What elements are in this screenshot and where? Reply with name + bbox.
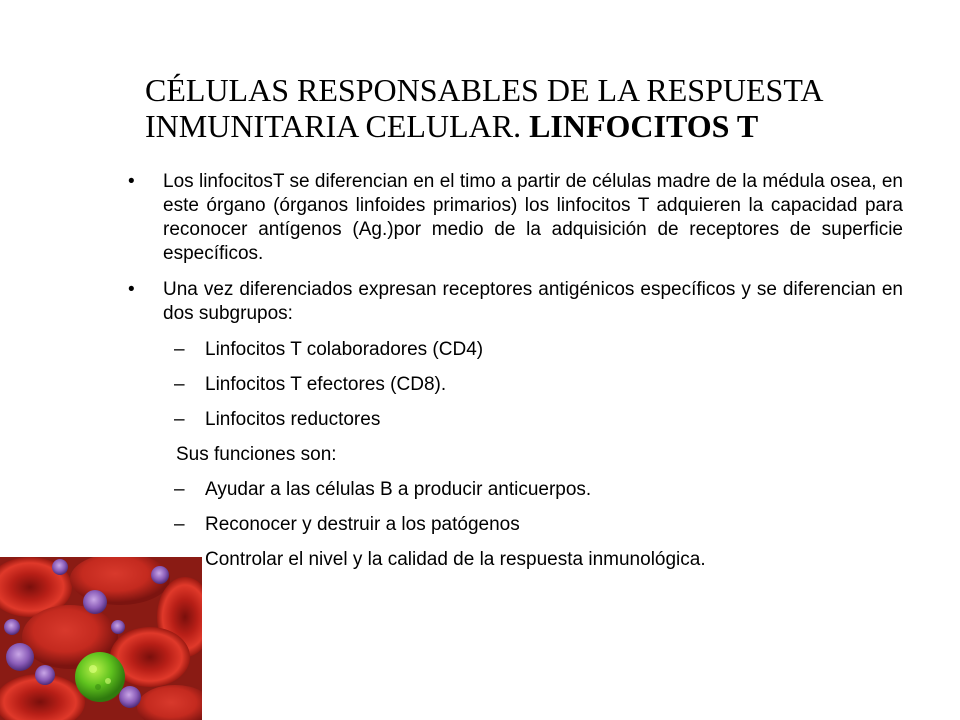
purple-cell (4, 619, 20, 635)
subgroup-text: Linfocitos reductores (205, 409, 381, 430)
dash-symbol: – (174, 479, 185, 500)
purple-cell (52, 559, 68, 575)
blood-cells-photo (0, 557, 202, 720)
purple-cell (119, 686, 141, 708)
function-item (0, 478, 925, 502)
bullet-text: Una vez diferenciados expresan receptores antigénicos específicos y se diferencian en dos subgrupos: (163, 279, 903, 324)
dash-symbol: – (174, 514, 185, 535)
bullet-text: Los linfocitosT se diferencian en el timo a partir de células madre de la médula osea, en este órgano (órganos linfoides primarios) los linfocitos T adquieren la capacidad para reconocer antígenos (Ag.)por medio de la adquisición de receptores de superficie específicos. (163, 171, 903, 264)
title-bold-part: LINFOCITOS T (529, 108, 759, 144)
purple-cell (111, 620, 125, 634)
title-line-2: INMUNITARIA CELULAR. (145, 108, 530, 144)
purple-cell (35, 665, 55, 685)
function-text: Controlar el nivel y la calidad de la respuesta inmunológica. (205, 549, 706, 570)
purple-cell (6, 643, 34, 671)
subgroup-item (0, 338, 925, 362)
bullet-symbol: • (128, 279, 135, 300)
functions-heading: Sus funciones son: (176, 444, 337, 465)
slide-content (0, 170, 960, 583)
purple-cell (83, 590, 107, 614)
bullet-symbol: • (128, 171, 135, 192)
purple-cell (151, 566, 169, 584)
dash-symbol: – (174, 409, 185, 430)
subgroup-text: Linfocitos T colaboradores (CD4) (205, 339, 484, 360)
dash-symbol: – (174, 339, 185, 360)
function-text: Reconocer y destruir a los patógenos (205, 514, 520, 535)
function-item (0, 513, 925, 537)
subgroup-item (0, 408, 925, 432)
dash-symbol: – (174, 374, 185, 395)
function-text: Ayudar a las células B a producir anticuerpos. (205, 479, 592, 500)
blood-cells-illustration (0, 557, 202, 720)
title-line-1: CÉLULAS RESPONSABLES DE LA RESPUESTA (145, 72, 824, 108)
subgroup-text: Linfocitos T efectores (CD8). (205, 374, 447, 395)
subgroup-item (0, 373, 925, 397)
bullet-item (0, 170, 903, 266)
bullet-item (0, 278, 903, 326)
slide-title (145, 72, 905, 144)
lymphocyte-cell (75, 652, 125, 702)
